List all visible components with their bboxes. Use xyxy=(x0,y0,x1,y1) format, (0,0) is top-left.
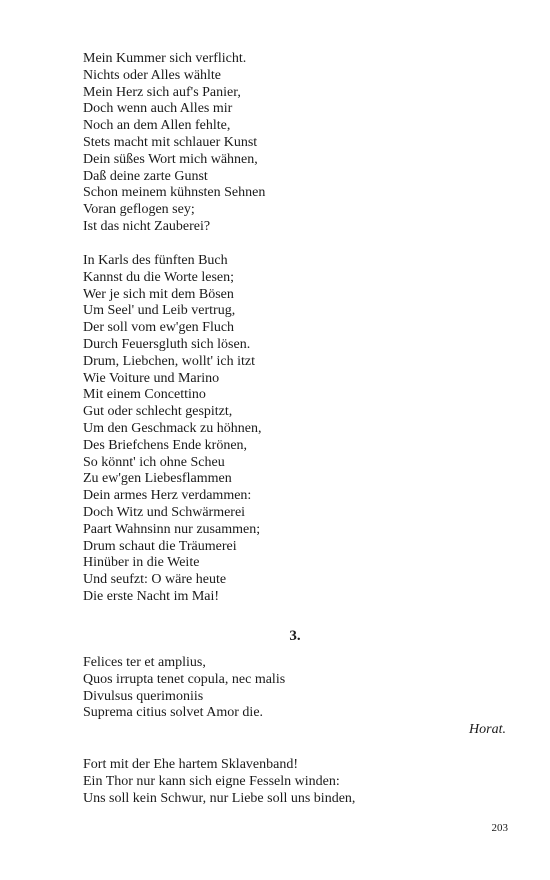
verse-line: Der soll vom ew'gen Fluch xyxy=(83,320,235,336)
verse-line: Paart Wahnsinn nur zusammen; xyxy=(83,521,261,537)
epigraph-line: Divulsus querimoniis xyxy=(83,688,204,704)
verse-line: Um den Geschmack zu höhnen, xyxy=(83,420,262,436)
verse-line: So könnt' ich ohne Scheu xyxy=(83,454,225,470)
verse-line: Daß deine zarte Gunst xyxy=(83,168,208,184)
verse-line: Doch Witz und Schwärmerei xyxy=(83,504,246,520)
verse-line: Schon meinem kühnsten Sehnen xyxy=(83,185,266,201)
verse-line: Hinüber in die Weite xyxy=(83,555,200,571)
verse-line: Wer je sich mit dem Bösen xyxy=(83,286,234,302)
verse-line: Ist das nicht Zauberei? xyxy=(83,218,211,234)
verse-line: Des Briefchens Ende krönen, xyxy=(83,437,248,453)
verse-line: Uns soll kein Schwur, nur Liebe soll uns binden, xyxy=(83,790,356,806)
verse-line: Stets macht mit schlauer Kunst xyxy=(83,134,258,150)
verse-line: Drum, Liebchen, wollt' ich itzt xyxy=(83,353,256,369)
verse-line: Durch Feuersgluth sich lösen. xyxy=(83,336,251,352)
epigraph-attribution: Horat. xyxy=(469,722,506,737)
epigraph-line: Quos irrupta tenet copula, nec malis xyxy=(83,671,286,687)
verse-line: Mein Kummer sich verflicht. xyxy=(83,51,247,66)
verse-line: Noch an dem Allen fehlte, xyxy=(83,118,231,134)
verse-line: Wie Voiture und Marino xyxy=(83,370,220,386)
verse-line: In Karls des fünften Buch xyxy=(83,253,228,268)
epigraph-line: Suprema citius solvet Amor die. xyxy=(83,705,264,721)
verse-line: Mit einem Concettino xyxy=(83,387,206,403)
verse-line: Und seufzt: O wäre heute xyxy=(83,572,227,588)
verse-line: Drum schaut die Träumerei xyxy=(83,538,237,554)
verse-line: Nichts oder Alles wählte xyxy=(83,67,222,83)
section-number: 3. xyxy=(289,628,301,644)
poem-stanza-1 xyxy=(83,51,265,236)
verse-line: Fort mit der Ehe hartem Sklavenband! xyxy=(83,757,298,772)
verse-line: Dein armes Herz verdammen: xyxy=(83,488,252,504)
page-number: 203 xyxy=(491,822,508,834)
poem-3-stanza xyxy=(83,757,355,807)
verse-line: Doch wenn auch Alles mir xyxy=(83,101,233,117)
verse-line: Die erste Nacht im Mai! xyxy=(83,588,220,604)
poem-stanza-2 xyxy=(83,253,261,606)
verse-line: Voran geflogen sey; xyxy=(83,202,195,218)
verse-line: Kannst du die Worte lesen; xyxy=(83,269,235,285)
epigraph-line: Felices ter et amplius, xyxy=(83,655,206,670)
verse-line: Um Seel' und Leib vertrug, xyxy=(83,303,236,319)
verse-line: Dein süßes Wort mich wähnen, xyxy=(83,151,258,167)
verse-line: Ein Thor nur kann sich eigne Fesseln winden: xyxy=(83,773,340,789)
verse-line: Mein Herz sich auf's Panier, xyxy=(83,84,241,100)
latin-epigraph xyxy=(83,655,285,722)
verse-line: Zu ew'gen Liebesflammen xyxy=(83,471,232,487)
verse-line: Gut oder schlecht gespitzt, xyxy=(83,404,233,420)
